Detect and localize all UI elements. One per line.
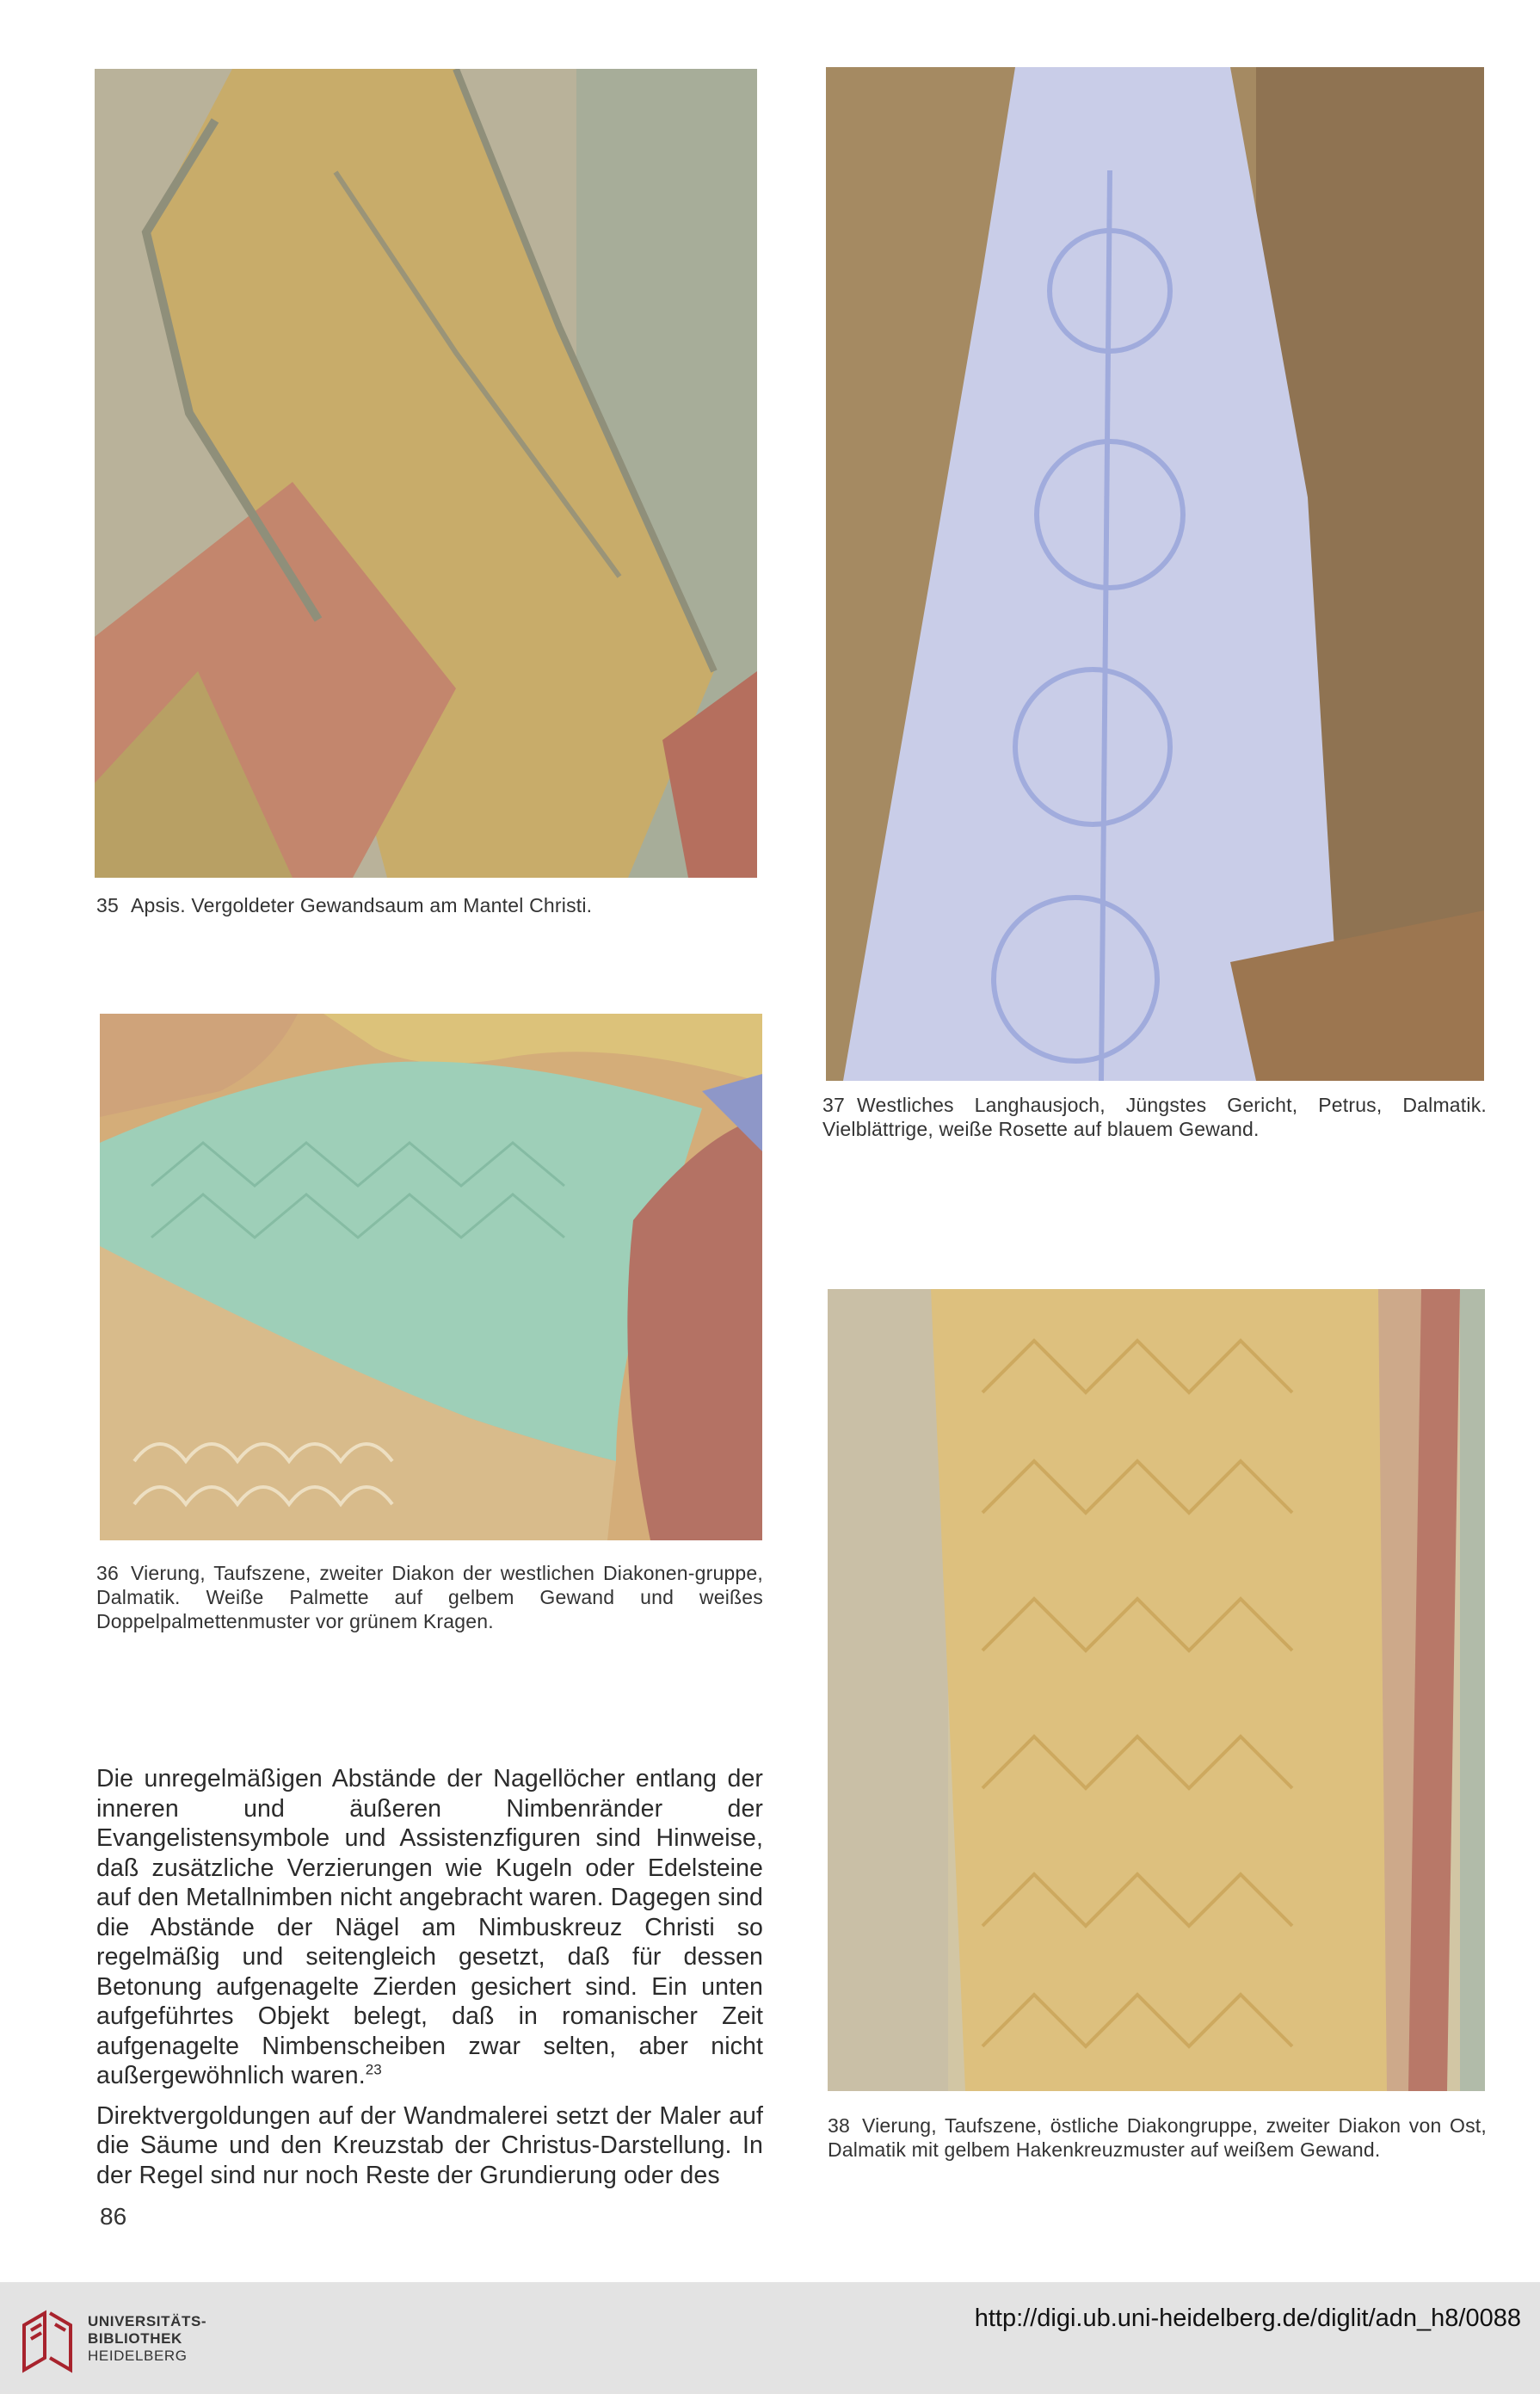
source-url-link[interactable]: http://digi.ub.uni-heidelberg.de/diglit/adn_h8/0088: [974, 2305, 1521, 2332]
figure-caption-text: Apsis. Vergoldeter Gewandsaum am Mantel Christi.: [130, 894, 593, 916]
footer-bar: [0, 2282, 1540, 2394]
library-name-line: BIBLIOTHEK: [88, 2330, 182, 2347]
figure-37-caption: [822, 1093, 1487, 1141]
paragraph-1: [96, 1764, 763, 2091]
figure-caption-text: Vierung, Taufszene, östliche Diakongruppe, zweiter Diakon von Ost, Dalmatik mit gelbem Hakenkreuzmuster auf weißem Gewand.: [828, 2114, 1487, 2161]
figure-38-caption: [828, 2113, 1487, 2162]
university-library-logo-icon: [17, 2306, 77, 2375]
library-name: [88, 2313, 206, 2365]
figure-number: 35: [96, 894, 119, 916]
figure-38-photo: [828, 1289, 1485, 2091]
paragraph-2: Direktvergoldungen auf der Wandmalerei setzt der Maler auf die Säume und den Kreuzstab der Christus-Darstellung. In der Regel sind nur noch Reste der Grundierung oder des: [96, 2101, 763, 2189]
body-text: [96, 1764, 763, 2200]
figure-number: 36: [96, 1562, 119, 1584]
paragraph-1-text: Die unregelmäßigen Abstände der Nagellöcher entlang der inneren und äußeren Nimbenränder der Evangelistensymbole und Assistenzfiguren sind Hinweise, daß zusätzliche Verzierungen wie Kugeln oder Edelsteine auf den Metallnimben nicht angebracht waren. Dagegen sind die Abstände der Nägel am Nimbuskreuz Christi so regelmäßig und seitengleich gesetzt, daß für dessen Betonung aufgenagelte Zierden gesichert sind. Ein unten aufgeführtes Objekt belegt, daß in romanischer Zeit aufgenagelte Nimbenscheiben zwar selten, aber nicht außergewöhnlich waren.: [96, 1765, 763, 2089]
figure-36-caption: [96, 1561, 763, 1633]
library-name-line: UNIVERSITÄTS-: [88, 2313, 207, 2329]
figure-35-caption: [96, 893, 767, 917]
figure-36-photo: [100, 1014, 762, 1540]
page-number: 86: [100, 2203, 127, 2230]
figure-caption-text: Westliches Langhausjoch, Jüngstes Gericht, Petrus, Dalmatik. Vielblättrige, weiße Rosette auf blauem Gewand.: [822, 1094, 1487, 1140]
figure-caption-text: Vierung, Taufszene, zweiter Diakon der westlichen Diakonen-gruppe, Dalmatik. Weiße Palmette auf gelbem Gewand und weißes Doppelpalmettenmuster vor grünem Kragen.: [96, 1562, 763, 1632]
figure-35-photo: [95, 69, 757, 878]
figure-number: 37: [822, 1094, 845, 1116]
figure-number: 38: [828, 2114, 850, 2137]
footnote-ref: 23: [365, 2061, 382, 2078]
figure-37-photo: [826, 67, 1484, 1081]
library-name-line: HEIDELBERG: [88, 2348, 188, 2364]
